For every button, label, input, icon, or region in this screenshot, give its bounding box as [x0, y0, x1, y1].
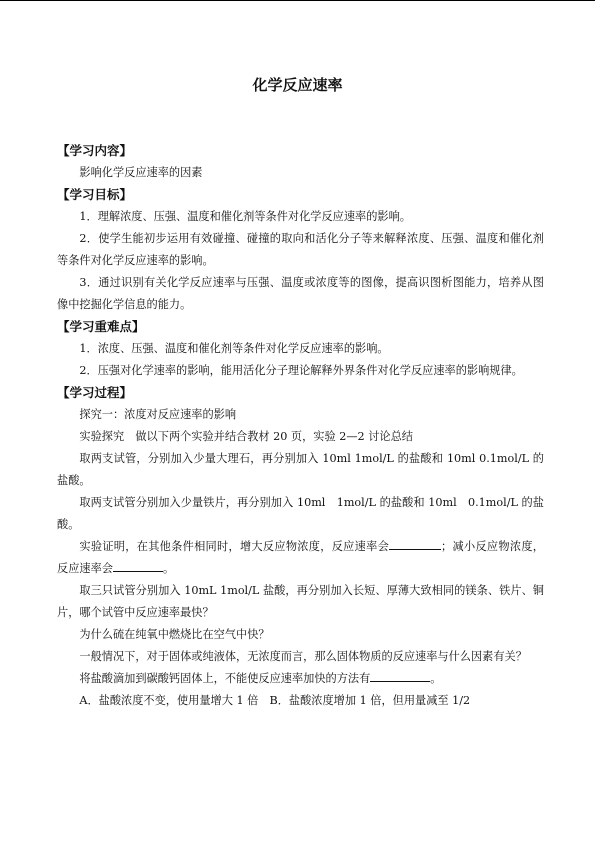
process-paragraph: 为什么硫在纯氧中燃烧比在空气中快？ — [79, 628, 270, 641]
process-paragraph: 取三只试管分别加入 10mL 1mol/L 盐酸，再分别加入长短、厚薄大致相同的镁条、铁片、铜片，哪个试管中反应速率最快？ — [57, 584, 544, 619]
top-rule — [0, 0, 595, 1]
fill-in-text: ；减小反应物浓度，反应速率会 — [57, 540, 544, 575]
key-point-item: 1．浓度、压强、温度和催化剂等条件对化学反应速率的影响。 — [79, 342, 389, 355]
answer-blank[interactable] — [370, 671, 430, 682]
section-heading-objectives: 【学习目标】 — [57, 187, 133, 202]
fill-in-paragraph — [57, 536, 544, 580]
fill-in-text: 。 — [162, 562, 175, 575]
fill-in-text: 实验证明，在其他条件相同时，增大反应物浓度，反应速率会 — [79, 540, 390, 553]
choice-options: A．盐酸浓度不变，使用量增大 1 倍 B．盐酸浓度增加 1 倍，但用量减至 1/2 — [79, 694, 471, 707]
process-paragraph: 取两支试管，分别加入少量大理石，再分别加入 10ml 1mol/L 的盐酸和 10ml 0.1mol/L 的盐酸。 — [57, 452, 544, 487]
fill-in-text: 。 — [430, 672, 442, 685]
objective-item: 3．通过识别有关化学反应速率与压强、温度或浓度等的图像，提高识图析图能力，培养从图像中挖掘化学信息的能力。 — [57, 276, 544, 311]
content-text: 影响化学反应速率的因素 — [79, 166, 203, 179]
process-paragraph: 一般情况下，对于固体或纯液体，无浓度而言，那么固体物质的反应速率与什么因素有关？ — [79, 650, 527, 663]
page-title: 化学反应速率 — [252, 76, 343, 94]
process-paragraph: 取两支试管分别加入少量铁片，再分别加入 10ml 1mol/L 的盐酸和 10ml 0.1mol/L 的盐酸。 — [57, 496, 544, 531]
key-point-item: 2．压强对化学速率的影响，能用活化分子理论解释外界条件对化学反应速率的影响规律。 — [79, 364, 523, 377]
fill-in-paragraph — [57, 668, 544, 690]
section-heading-key-points: 【学习重难点】 — [57, 319, 145, 334]
answer-blank[interactable] — [389, 539, 441, 550]
process-paragraph: 探究一：浓度对反应速率的影响 — [79, 408, 237, 421]
fill-in-text: 将盐酸滴加到碳酸钙固体上，不能使反应速率加快的方法有 — [79, 672, 371, 685]
objective-item: 1．理解浓度、压强、温度和催化剂等条件对化学反应速率的影响。 — [79, 210, 411, 223]
answer-blank[interactable] — [113, 561, 163, 572]
document-body — [57, 140, 544, 712]
process-paragraph: 实验探究 做以下两个实验并结合教材 20 页，实验 2—2 讨论总结 — [79, 430, 413, 443]
section-heading-process: 【学习过程】 — [57, 385, 133, 400]
objective-item: 2．使学生能初步运用有效碰撞、碰撞的取向和活化分子等来解释浓度、压强、温度和催化剂等条件对化学反应速率的影响。 — [57, 232, 544, 267]
section-heading-content: 【学习内容】 — [57, 143, 133, 158]
